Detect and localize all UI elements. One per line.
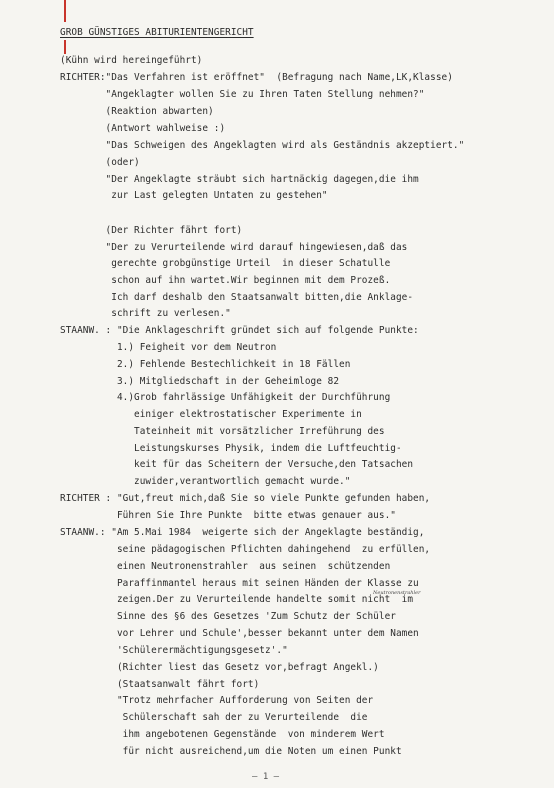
script-line: (Antwort wahlweise :)	[60, 123, 226, 134]
script-line: (oder)	[60, 157, 140, 168]
script-line: schon auf ihn wartet.Wir beginnen mit dem Prozeß.	[60, 275, 391, 286]
script-line: "Der zu Verurteilende wird darauf hingewiesen,daß das	[60, 242, 408, 253]
script-line: (Der Richter fährt fort)	[60, 225, 243, 236]
script-line: gerechte grobgünstige Urteil in dieser Schatulle	[60, 258, 391, 269]
script-line: 4.)Grob fahrlässige Unfähigkeit der Durchführung	[60, 392, 391, 403]
script-line: einen Neutronenstrahler aus seinen schützenden	[60, 561, 391, 572]
script-line: vor Lehrer und Schule',besser bekannt unter dem Namen	[60, 628, 419, 639]
script-line: 2.) Fehlende Bestechlichkeit in 18 Fällen	[60, 359, 351, 370]
script-line: "Das Schweigen des Angeklagten wird als Geständnis akzeptiert."	[60, 140, 465, 151]
script-line: STAANW. : "Die Anklageschrift gründet sich auf folgende Punkte:	[60, 325, 419, 336]
script-line: zur Last gelegten Untaten zu gestehen"	[60, 190, 328, 201]
script-line: 'Schülerermächtigungsgesetz'."	[60, 645, 288, 656]
script-line: Ich darf deshalb den Staatsanwalt bitten,die Anklage-	[60, 292, 414, 303]
script-line: Schülerschaft sah der zu Verurteilende die	[60, 712, 368, 723]
page-number: — 1 —	[252, 772, 280, 782]
script-line: Sinne des §6 des Gesetzes 'Zum Schutz der Schüler	[60, 611, 396, 622]
script-line: für nicht ausreichend,um die Noten um einen Punkt	[60, 746, 402, 757]
script-line: schrift zu verlesen."	[60, 308, 231, 319]
script-line: Paraffinmantel heraus mit seinen Händen der Klasse zu	[60, 578, 419, 589]
script-line: (Richter liest das Gesetz vor,befragt Angekl.)	[60, 662, 379, 673]
script-line: "Trotz mehrfacher Aufforderung von Seiten der	[60, 695, 374, 706]
script-line: "Der Angeklagte sträubt sich hartnäckig dagegen,die ihm	[60, 174, 419, 185]
script-line: Führen Sie Ihre Punkte bitte etwas genauer aus."	[60, 510, 396, 521]
red-margin-mark	[64, 0, 66, 22]
script-line: "Angeklagter wollen Sie zu Ihren Taten Stellung nehmen?"	[60, 89, 425, 100]
document-title: GROB GÜNSTIGES ABITURIENTENGERICHT	[60, 27, 254, 38]
red-margin-mark	[64, 40, 66, 54]
script-line: STAANW.: "Am 5.Mai 1984 weigerte sich der Angeklagte beständig,	[60, 527, 425, 538]
script-line: seine pädagogischen Pflichten dahingehend zu erfüllen,	[60, 544, 431, 555]
script-line: keit für das Scheitern der Versuche,den Tatsachen	[60, 459, 414, 470]
handwritten-insert: Neutronenstrahler	[373, 590, 421, 596]
script-line: einiger elektrostatischer Experimente in	[60, 409, 362, 420]
script-line: (Kühn wird hereingeführt)	[60, 55, 203, 66]
script-line: zeigen.Der zu Verurteilende handelte somit nicht im	[60, 594, 414, 605]
script-line: (Staatsanwalt fährt fort)	[60, 679, 260, 690]
script-line: Leistungskurses Physik, indem die Luftfeuchtig-	[60, 443, 402, 454]
script-line: (Reaktion abwarten)	[60, 106, 214, 117]
script-line: ihm angebotenen Gegenstände von minderem Wert	[60, 729, 385, 740]
script-line: zuwider,verantwortlich gemacht wurde."	[60, 476, 351, 487]
script-line: RICHTER:"Das Verfahren ist eröffnet" (Befragung nach Name,LK,Klasse)	[60, 72, 453, 83]
script-line: RICHTER : "Gut,freut mich,daß Sie so viele Punkte gefunden haben,	[60, 493, 431, 504]
script-line: Tateinheit mit vorsätzlicher Irreführung des	[60, 426, 385, 437]
script-line: 3.) Mitgliedschaft in der Geheimloge 82	[60, 376, 340, 387]
script-line: 1.) Feigheit vor dem Neutron	[60, 342, 277, 353]
